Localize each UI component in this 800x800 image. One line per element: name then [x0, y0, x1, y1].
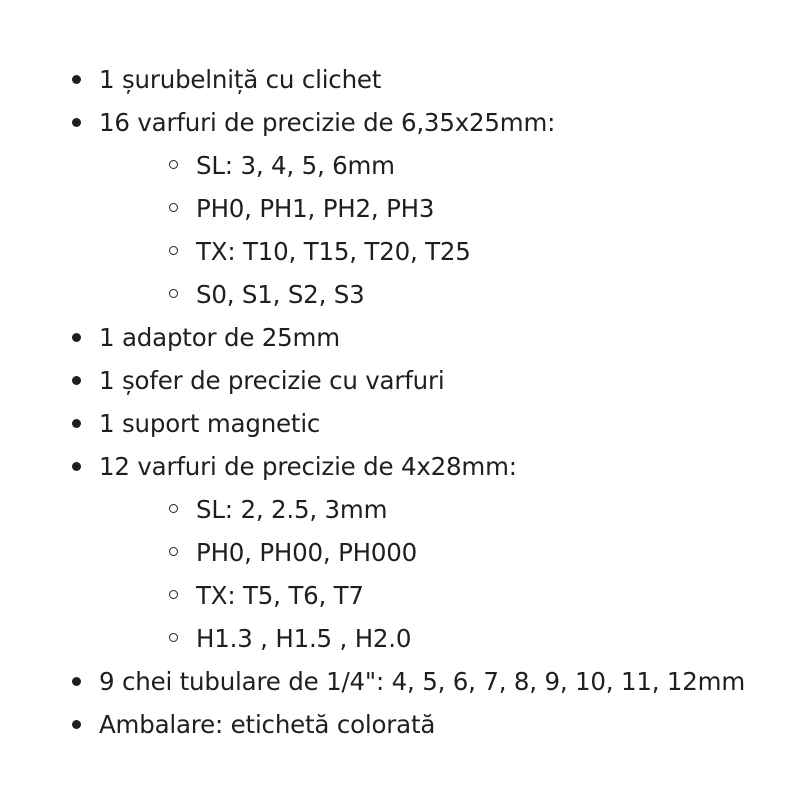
list-item-label: 12 varfuri de precizie de 4x28mm: — [99, 452, 517, 481]
circle-bullet-icon — [169, 246, 178, 255]
circle-bullet-icon — [169, 547, 178, 556]
disc-bullet-icon — [72, 419, 81, 428]
disc-bullet-icon — [72, 677, 81, 686]
disc-bullet-icon — [72, 720, 81, 729]
list-item-label: 1 adaptor de 25mm — [99, 323, 340, 352]
circle-bullet-icon — [169, 590, 178, 599]
circle-bullet-icon — [169, 160, 178, 169]
list-item — [0, 101, 800, 144]
list-item-label: 1 șofer de precizie cu varfuri — [99, 366, 445, 395]
sub-list-item-label: PH0, PH00, PH000 — [196, 538, 418, 567]
list-item — [0, 58, 800, 101]
sub-list-item — [0, 230, 800, 273]
product-contents-list — [0, 58, 800, 746]
list-item — [0, 402, 800, 445]
sub-list-item — [0, 617, 800, 660]
list-item — [0, 660, 800, 703]
list-item-label: 1 suport magnetic — [99, 409, 321, 438]
sub-list-item — [0, 531, 800, 574]
list-item — [0, 316, 800, 359]
circle-bullet-icon — [169, 504, 178, 513]
bullet-list — [0, 58, 800, 746]
sub-list-item-label: PH0, PH1, PH2, PH3 — [196, 194, 435, 223]
circle-bullet-icon — [169, 289, 178, 298]
sub-list-item-label: S0, S1, S2, S3 — [196, 280, 365, 309]
sub-list-item-label: TX: T5, T6, T7 — [196, 581, 364, 610]
list-item-label: 16 varfuri de precizie de 6,35x25mm: — [99, 108, 556, 137]
sub-list-item — [0, 273, 800, 316]
disc-bullet-icon — [72, 376, 81, 385]
list-item — [0, 359, 800, 402]
sub-list-item-label: SL: 2, 2.5, 3mm — [196, 495, 388, 524]
list-item-label: 1 șurubelniță cu clichet — [99, 65, 382, 94]
sub-list-item — [0, 574, 800, 617]
sub-list-item-label: TX: T10, T15, T20, T25 — [196, 237, 471, 266]
sub-list-item-label: H1.3 , H1.5 , H2.0 — [196, 624, 412, 653]
sub-list-item — [0, 144, 800, 187]
list-item — [0, 703, 800, 746]
sub-list-item-label: SL: 3, 4, 5, 6mm — [196, 151, 395, 180]
disc-bullet-icon — [72, 118, 81, 127]
disc-bullet-icon — [72, 462, 81, 471]
circle-bullet-icon — [169, 633, 178, 642]
sub-list-item — [0, 187, 800, 230]
sub-list-item — [0, 488, 800, 531]
list-item-label: Ambalare: etichetă colorată — [99, 710, 436, 739]
circle-bullet-icon — [169, 203, 178, 212]
disc-bullet-icon — [72, 333, 81, 342]
list-item-label: 9 chei tubulare de 1/4": 4, 5, 6, 7, 8, 9, 10, 11, 12mm — [99, 667, 746, 696]
list-item — [0, 445, 800, 488]
disc-bullet-icon — [72, 75, 81, 84]
